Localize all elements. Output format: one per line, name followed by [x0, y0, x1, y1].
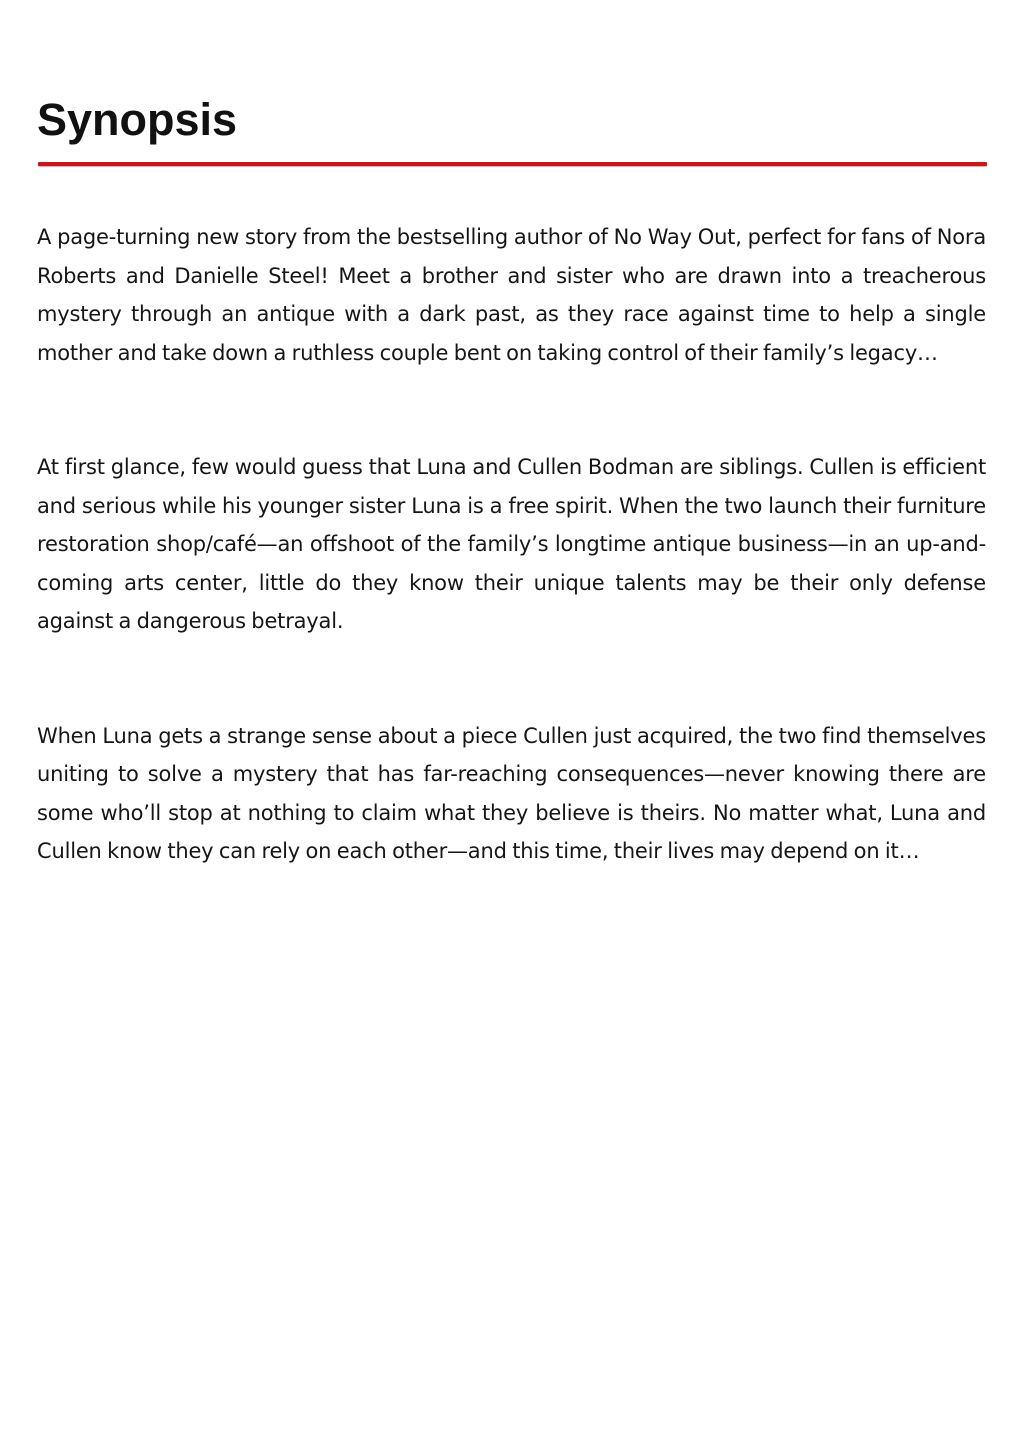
synopsis-body	[37, 218, 986, 947]
title-underline-rule	[38, 162, 987, 166]
page-title: Synopsis	[37, 94, 238, 145]
synopsis-paragraph-2: At first glance, few would guess that Luna and Cullen Bodman are siblings. Cullen is efficient and serious while his younger sister Luna is a free spirit. When the two launch their furniture restoration shop/café—an offshoot of the family’s longtime antique business—in an up-and-coming arts center, little do they know their unique talents may be their only defense against a dangerous betrayal.	[37, 455, 986, 633]
synopsis-paragraph-1: A page-turning new story from the bestselling author of No Way Out, perfect for fans of Nora Roberts and Danielle Steel! Meet a brother and sister who are drawn into a treacherous mystery through an antique with a dark past, as they race against time to help a single mother and take down a ruthless couple bent on taking control of their family’s legacy…	[37, 225, 986, 365]
synopsis-paragraph-3: When Luna gets a strange sense about a piece Cullen just acquired, the two find themselves uniting to solve a mystery that has far-reaching consequences—never knowing there are some who’ll stop at nothing to claim what they believe is theirs. No matter what, Luna and Cullen know they can rely on each other—and this time, their lives may depend on it…	[37, 723, 986, 863]
